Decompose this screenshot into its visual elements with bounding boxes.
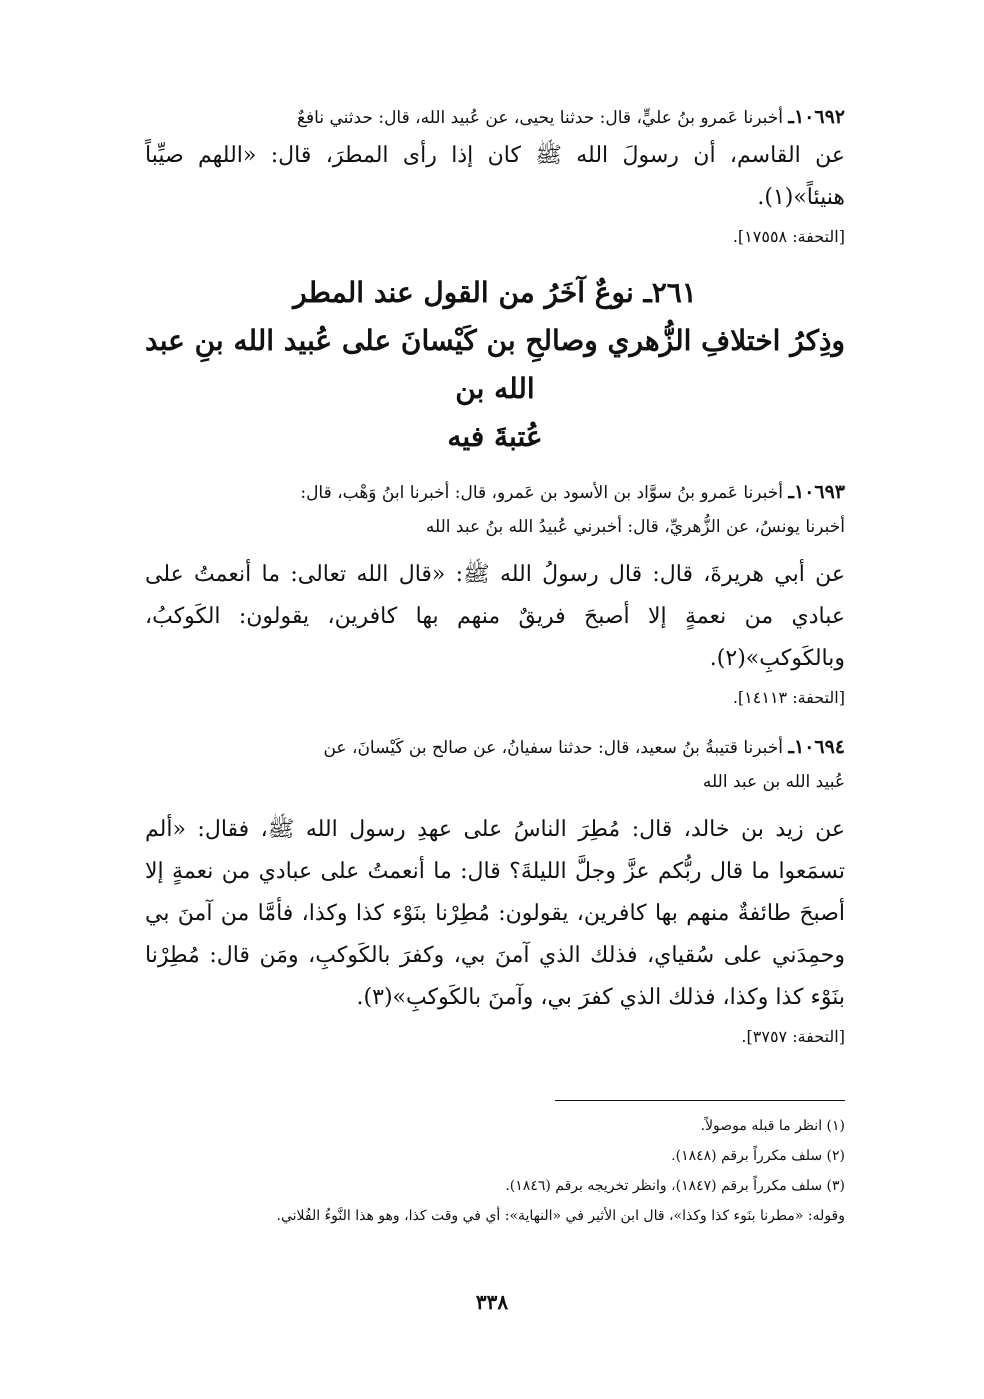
tuhfa-reference: [التحفة: ١٤١١٣]. [732, 688, 845, 707]
isnad-text: أخبرنا قتيبةُ بنُ سعيد، قال: حدثنا سفيانُ، عن صالح بن كَيْسانَ، عن [323, 738, 783, 758]
footnote: (٢) سلف مكرراً برقم (١٨٤٨). [671, 1148, 845, 1164]
footnote: (١) انظر ما قبله موصولاً. [700, 1118, 845, 1134]
tuhfa-reference: [التحفة: ١٧٥٥٨]. [732, 227, 845, 246]
isnad-text: عُبيد الله بن عبد الله [702, 772, 845, 792]
hadith-10692 [145, 100, 845, 251]
hadith-matn: عن أبي هريرةَ، قال: قال رسولُ الله ﷺ: «قال الله تعالى: ما أنعمتُ على عبادي من نعمةٍ إلا أصبحَ فريقٌ منهم بها كافرين، يقولون: الكَوكبُ، وبالكَوكبِ»(٢). [145, 562, 845, 671]
hadith-number: ١٠٦٩٣ـ [788, 481, 845, 503]
chapter-title-line: ٢٦١ـ نوعٌ آخَرُ من القول عند المطر [293, 276, 697, 309]
hadith-number: ١٠٦٩٢ـ [788, 106, 845, 128]
chapter-title-line: وذِكرُ اختلافِ الزُّهري وصالحِ بن كَيْسانَ على عُبيد الله بنِ عبد الله بن [145, 324, 845, 405]
isnad-text: أخبرنا عَمرو بنُ عليٍّ، قال: حدثنا يحيى، عن عُبيد الله، قال: حدثني نافعٌ [296, 108, 783, 128]
hadith-matn: عن زيد بن خالد، قال: مُطِرَ الناسُ على عهدِ رسول الله ﷺ، فقال: «ألم تسمَعوا ما قال ربُّكم عزَّ وجلَّ الليلةَ؟ قال: ما أنعمتُ على عبادي من نعمةٍ إلا أصبحَ طائفةٌ منهم بها كافرين، يقولون: مُطِرْنا بنَوْء كذا وكذا، فأمَّا من آمنَ بي وحمِدَني على سُقياي، فذلك الذي آمنَ بي، وكفرَ بالكَوكبِ، ومَن قال: مُطِرْنا بنَوْء كذا وكذا، فذلك الذي كفرَ بي، وآمنَ بالكَوكبِ»(٣). [145, 817, 845, 1010]
isnad-text: أخبرنا يونسُ، عن الزُّهريِّ، قال: أخبرني عُبيدُ الله بنُ عبد الله [425, 517, 845, 537]
footnote: (٣) سلف مكرراً برقم (١٨٤٧)، وانظر تخريجه برقم (١٨٤٦). [505, 1178, 845, 1194]
chapter-title-line: عُتبةَ فيه [447, 420, 543, 453]
footnote-divider [555, 1100, 845, 1101]
hadith-isnad [145, 100, 845, 135]
hadith-matn: عن القاسم، أن رسولَ الله ﷺ كان إذا رأى المطرَ، قال: «اللهم صيِّباً هنيئاً»(١). [145, 143, 845, 210]
footnotes [145, 1100, 845, 1231]
page-number: ٣٣٨ [475, 1290, 509, 1314]
hadith-10694 [145, 730, 845, 1051]
chapter-heading [145, 269, 845, 461]
hadith-isnad [145, 475, 845, 544]
tuhfa-reference: [التحفة: ٣٧٥٧]. [741, 1027, 845, 1046]
hadith-isnad [145, 730, 845, 799]
hadith-10693 [145, 475, 845, 712]
isnad-text: أخبرنا عَمرو بنُ سوَّاد بن الأسود بن عَمرو، قال: أخبرنا ابنُ وَهْب، قال: [300, 483, 783, 503]
page-body [145, 100, 845, 1069]
footnote: وقوله: «مطرنا بنَوء كذا وكذا»، قال ابن الأثير في «النهاية»: أي في وقت كذا، وهو هذا النَّوءُ الفُلاني. [276, 1208, 845, 1224]
hadith-number: ١٠٦٩٤ـ [788, 736, 845, 758]
